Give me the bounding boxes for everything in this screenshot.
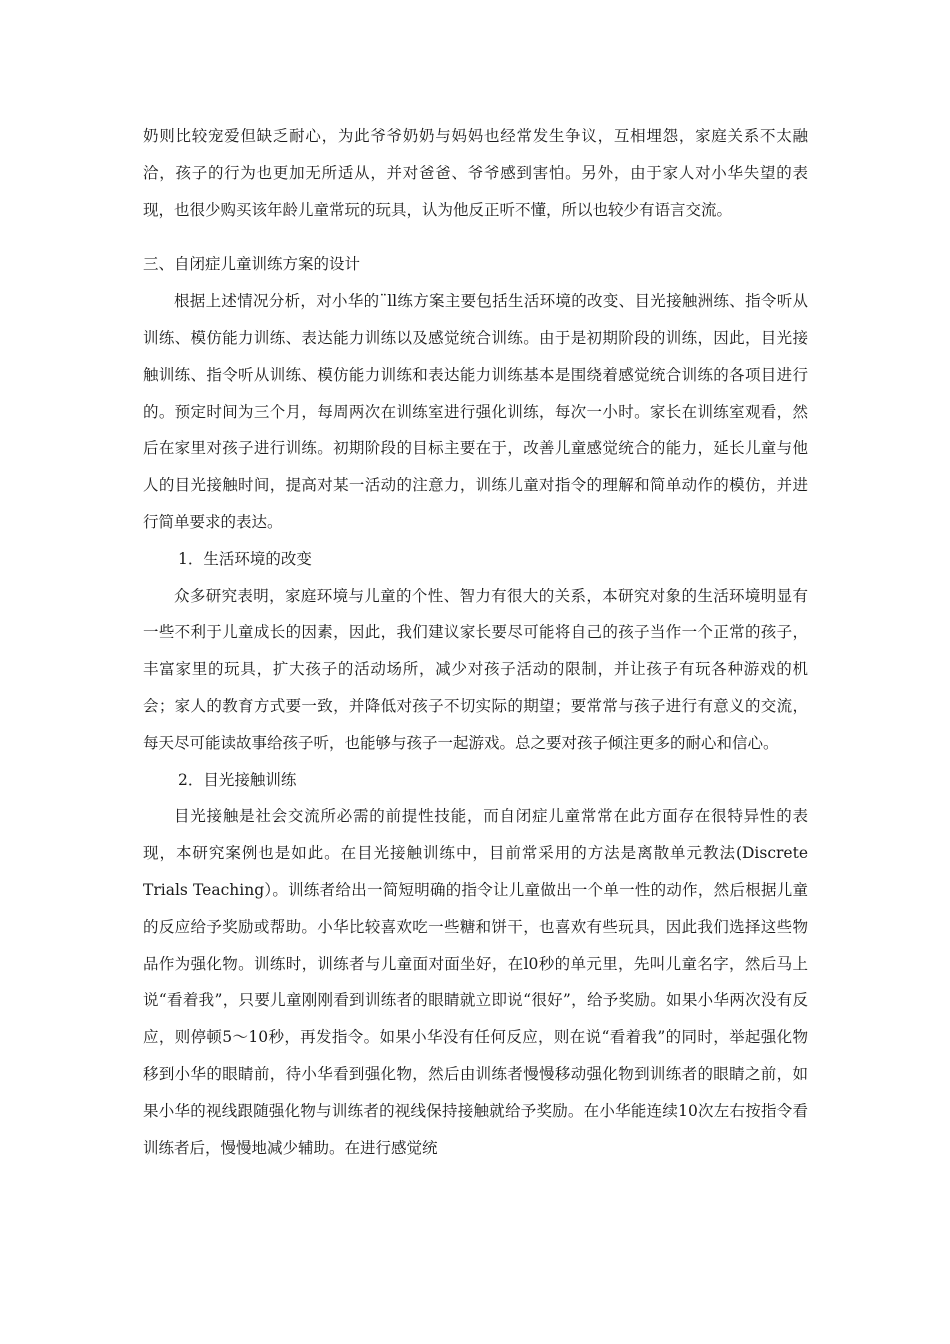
- paragraph-eye-contact: 目光接触是社会交流所必需的前提性技能，而自闭症儿童常常在此方面存在很特异性的表现，本研究案例也是如此。在目光接触训练中，目前常采用的方法是离散单元教法(Discrete Trials Teaching）。训练者给出一简短明确的指令让儿童做出一个单一性的动作，然后根据儿童的反应给予奖励或帮助。小华比较喜欢吃一些糖和饼干，也喜欢有些玩具，因此我们选择这些物品作为强化物。训练时，训练者与儿童面对面坐好，在l0秒的单元里，先叫儿童名字，然后马上说“看着我”，只要儿童刚刚看到训练者的眼睛就立即说“很好”，给予奖励。如果小华两次没有反应，则停顿5～10秒，再发指令。如果小华没有任何反应，则在说“看着我”的同时，举起强化物移到小华的眼睛前，待小华看到强化物，然后由训练者慢慢移动强化物到训练者的眼睛之前，如果小华的视线跟随强化物与训练者的视线保持接触就给予奖励。在小华能连续10次左右按指令看训练者后，慢慢地减少辅助。在进行感觉统: [143, 807, 808, 1157]
- document-body: [143, 118, 808, 1166]
- paragraph-family-situation: 奶则比较宠爱但缺乏耐心，为此爷爷奶奶与妈妈也经常发生争议，互相埋怨，家庭关系不太融洽，孩子的行为也更加无所适从，并对爸爸、爷爷感到害怕。另外，由于家人对小华失望的表现，也很少购买该年龄儿童常玩的玩具，认为他反正听不懂，所以也较少有语言交流。: [143, 127, 808, 219]
- subheading-eye-contact: 2．目光接触训练: [178, 770, 297, 789]
- paragraph-living-environment: 众多研究表明，家庭环境与儿童的个性、智力有很大的关系，本研究对象的生活环境明显有一些不利于儿童成长的因素，因此，我们建议家长要尽可能将自己的孩子当作一个正常的孩子，丰富家里的玩具，扩大孩子的活动场所，减少对孩子活动的限制，并让孩子有玩各种游戏的机会；家人的教育方式要一致，并降低对孩子不切实际的期望；要常常与孩子进行有意义的交流，每天尽可能读故事给孩子听，也能够与孩子一起游戏。总之要对孩子倾注更多的耐心和信心。: [143, 586, 808, 752]
- section-heading-training-design: 三、自闭症儿童训练方案的设计: [143, 255, 361, 274]
- subheading-living-environment: 1．生活环境的改变: [178, 549, 312, 568]
- paragraph-training-overview: 根据上述情况分析，对小华的¨ll练方案主要包括生活环境的改变、目光接触洲练、指令听从训练、模仿能力训练、表达能力训练以及感觉统合训练。由于是初期阶段的训练，因此，目光接触训练、指令听从训练、模仿能力训练和表达能力训练基本是围绕着感觉统合训练的各项目进行的。预定时间为三个月，每周两次在训练室进行强化训练，每次一小时。家长在训练室观看，然后在家里对孩子进行训练。初期阶段的目标主要在于，改善儿童感觉统合的能力，延长儿童与他人的目光接触时间，提高对某一活动的注意力，训练儿童对指令的理解和简单动作的模仿，并进行简单要求的表达。: [143, 292, 808, 531]
